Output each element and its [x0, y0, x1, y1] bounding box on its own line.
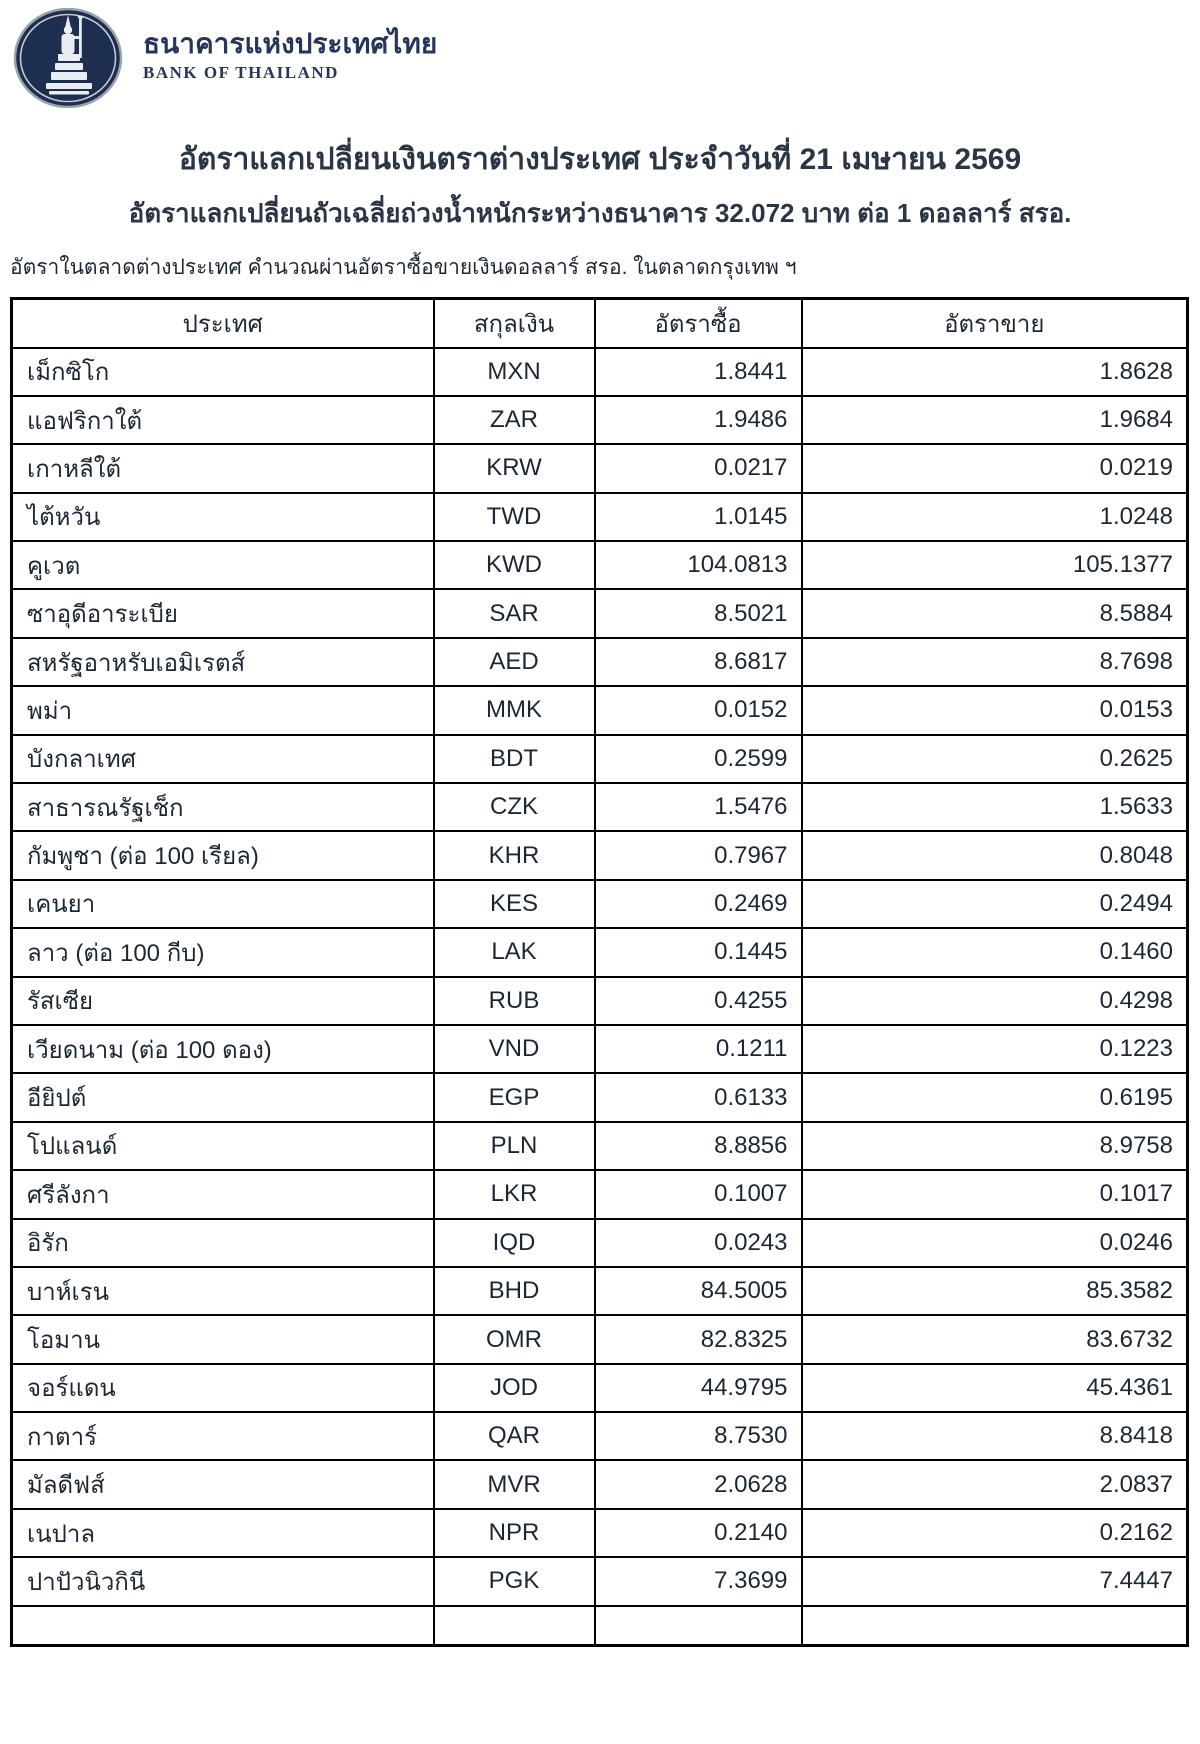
buy-rate-cell: 0.7967	[595, 831, 802, 879]
column-header-buy-rate: อัตราซื้อ	[595, 299, 802, 348]
sell-rate-cell: 0.0219	[802, 444, 1188, 492]
country-cell: ไต้หวัน	[12, 493, 434, 541]
country-cell: มัลดีฟส์	[12, 1460, 434, 1508]
column-header-country: ประเทศ	[12, 299, 434, 348]
currency-code-cell: MMK	[434, 686, 595, 734]
country-cell: เกาหลีใต้	[12, 444, 434, 492]
buy-rate-cell: 0.2599	[595, 735, 802, 783]
country-cell: พม่า	[12, 686, 434, 734]
sell-rate-cell: 0.0153	[802, 686, 1188, 734]
buy-rate-cell: 1.0145	[595, 493, 802, 541]
table-row	[12, 1460, 1188, 1508]
table-row	[12, 977, 1188, 1025]
currency-code-cell: TWD	[434, 493, 595, 541]
table-row	[12, 880, 1188, 928]
currency-code-cell: RUB	[434, 977, 595, 1025]
sell-rate-cell: 0.1460	[802, 928, 1188, 976]
market-note-line: อัตราในตลาดต่างประเทศ คำนวณผ่านอัตราซื้อขายเงินดอลลาร์ สรอ. ในตลาดกรุงเทพ ฯ	[10, 256, 797, 279]
table-row	[12, 348, 1188, 396]
currency-code-cell: AED	[434, 638, 595, 686]
country-cell: อียิปต์	[12, 1073, 434, 1121]
buy-rate-cell: 1.5476	[595, 783, 802, 831]
country-cell: แอฟริกาใต้	[12, 396, 434, 444]
table-row	[12, 638, 1188, 686]
country-cell: กัมพูชา (ต่อ 100 เรียล)	[12, 831, 434, 879]
country-cell: สาธารณรัฐเช็ก	[12, 783, 434, 831]
country-cell: ลาว (ต่อ 100 กีบ)	[12, 928, 434, 976]
country-cell: บาห์เรน	[12, 1267, 434, 1315]
sell-rate-cell: 2.0837	[802, 1460, 1188, 1508]
sell-rate-cell: 1.9684	[802, 396, 1188, 444]
buy-rate-cell: 1.9486	[595, 396, 802, 444]
sell-rate-cell: 8.5884	[802, 589, 1188, 637]
table-row	[12, 1557, 1188, 1605]
currency-code-cell: VND	[434, 1025, 595, 1073]
page-title: อัตราแลกเปลี่ยนเงินตราต่างประเทศ ประจำวันที่ 21 เมษายน 2569	[178, 143, 1022, 176]
currency-code-cell: SAR	[434, 589, 595, 637]
country-cell: กาตาร์	[12, 1412, 434, 1460]
sell-rate-cell: 83.6732	[802, 1315, 1188, 1363]
currency-code-cell: JOD	[434, 1364, 595, 1412]
sell-rate-cell: 0.2625	[802, 735, 1188, 783]
buy-rate-cell: 0.4255	[595, 977, 802, 1025]
currency-code-cell: ZAR	[434, 396, 595, 444]
sell-rate-cell: 0.6195	[802, 1073, 1188, 1121]
sell-rate-cell: 105.1377	[802, 541, 1188, 589]
sell-rate-cell: 1.8628	[802, 348, 1188, 396]
rates-table-body	[12, 348, 1188, 1646]
empty-cell	[434, 1606, 595, 1646]
sell-rate-cell: 0.0246	[802, 1219, 1188, 1267]
currency-code-cell: OMR	[434, 1315, 595, 1363]
buy-rate-cell: 0.2469	[595, 880, 802, 928]
sell-rate-cell: 45.4361	[802, 1364, 1188, 1412]
column-header-sell-rate: อัตราขาย	[802, 299, 1188, 348]
buy-rate-cell: 0.2140	[595, 1509, 802, 1557]
country-cell: เคนยา	[12, 880, 434, 928]
buy-rate-cell: 7.3699	[595, 1557, 802, 1605]
empty-cell	[802, 1606, 1188, 1646]
currency-code-cell: LAK	[434, 928, 595, 976]
weighted-average-rate-line: อัตราแลกเปลี่ยนถัวเฉลี่ยถ่วงน้ำหนักระหว่างธนาคาร 32.072 บาท ต่อ 1 ดอลลาร์ สรอ.	[128, 198, 1072, 228]
table-row	[12, 541, 1188, 589]
table-row	[12, 1122, 1188, 1170]
buy-rate-cell: 0.1445	[595, 928, 802, 976]
table-row	[12, 444, 1188, 492]
buy-rate-cell: 84.5005	[595, 1267, 802, 1315]
buy-rate-cell: 8.6817	[595, 638, 802, 686]
exchange-rate-table	[10, 297, 1189, 1647]
country-cell: ซาอุดีอาระเบีย	[12, 589, 434, 637]
table-row	[12, 1364, 1188, 1412]
country-cell: เวียดนาม (ต่อ 100 ดอง)	[12, 1025, 434, 1073]
country-cell: อิรัก	[12, 1219, 434, 1267]
table-header-row	[12, 299, 1188, 348]
country-cell: เนปาล	[12, 1509, 434, 1557]
buy-rate-cell: 0.0243	[595, 1219, 802, 1267]
currency-code-cell: KES	[434, 880, 595, 928]
table-row	[12, 1073, 1188, 1121]
buy-rate-cell: 2.0628	[595, 1460, 802, 1508]
buy-rate-cell: 0.1007	[595, 1170, 802, 1218]
country-cell: ปาปัวนิวกินี	[12, 1557, 434, 1605]
sell-rate-cell: 8.8418	[802, 1412, 1188, 1460]
buy-rate-cell: 8.5021	[595, 589, 802, 637]
sell-rate-cell: 8.7698	[802, 638, 1188, 686]
sell-rate-cell: 8.9758	[802, 1122, 1188, 1170]
currency-code-cell: CZK	[434, 783, 595, 831]
sell-rate-cell: 7.4447	[802, 1557, 1188, 1605]
currency-code-cell: BDT	[434, 735, 595, 783]
empty-cell	[12, 1606, 434, 1646]
buy-rate-cell: 8.8856	[595, 1122, 802, 1170]
table-row	[12, 831, 1188, 879]
table-row-clipped	[12, 1606, 1188, 1646]
currency-code-cell: NPR	[434, 1509, 595, 1557]
country-cell: โปแลนด์	[12, 1122, 434, 1170]
currency-code-cell: IQD	[434, 1219, 595, 1267]
table-row	[12, 735, 1188, 783]
table-row	[12, 928, 1188, 976]
currency-code-cell: MVR	[434, 1460, 595, 1508]
table-row	[12, 493, 1188, 541]
column-header-currency: สกุลเงิน	[434, 299, 595, 348]
org-name-thai: ธนาคารแห่งประเทศไทย	[143, 28, 438, 59]
buy-rate-cell: 82.8325	[595, 1315, 802, 1363]
currency-code-cell: PGK	[434, 1557, 595, 1605]
buy-rate-cell: 0.0217	[595, 444, 802, 492]
empty-cell	[595, 1606, 802, 1646]
currency-code-cell: QAR	[434, 1412, 595, 1460]
currency-code-cell: KRW	[434, 444, 595, 492]
table-row	[12, 396, 1188, 444]
country-cell: ศรีลังกา	[12, 1170, 434, 1218]
table-row	[12, 1315, 1188, 1363]
currency-code-cell: MXN	[434, 348, 595, 396]
sell-rate-cell: 0.1017	[802, 1170, 1188, 1218]
country-cell: จอร์แดน	[12, 1364, 434, 1412]
table-row	[12, 1170, 1188, 1218]
table-row	[12, 1509, 1188, 1557]
table-row	[12, 783, 1188, 831]
currency-code-cell: LKR	[434, 1170, 595, 1218]
brand-header	[0, 0, 1200, 104]
currency-code-cell: KHR	[434, 831, 595, 879]
sell-rate-cell: 0.1223	[802, 1025, 1188, 1073]
currency-code-cell: BHD	[434, 1267, 595, 1315]
currency-code-cell: PLN	[434, 1122, 595, 1170]
sell-rate-cell: 0.2494	[802, 880, 1188, 928]
buy-rate-cell: 104.0813	[595, 541, 802, 589]
currency-code-cell: KWD	[434, 541, 595, 589]
sell-rate-cell: 0.8048	[802, 831, 1188, 879]
table-row	[12, 1025, 1188, 1073]
buy-rate-cell: 44.9795	[595, 1364, 802, 1412]
country-cell: รัสเซีย	[12, 977, 434, 1025]
sell-rate-cell: 0.4298	[802, 977, 1188, 1025]
table-row	[12, 1219, 1188, 1267]
sell-rate-cell: 1.5633	[802, 783, 1188, 831]
table-row	[12, 686, 1188, 734]
org-name-english: BANK OF THAILAND	[143, 63, 339, 83]
country-cell: บังกลาเทศ	[12, 735, 434, 783]
buy-rate-cell: 0.6133	[595, 1073, 802, 1121]
sell-rate-cell: 85.3582	[802, 1267, 1188, 1315]
country-cell: สหรัฐอาหรับเอมิเรตส์	[12, 638, 434, 686]
currency-code-cell: EGP	[434, 1073, 595, 1121]
country-cell: โอมาน	[12, 1315, 434, 1363]
buy-rate-cell: 0.0152	[595, 686, 802, 734]
table-row	[12, 1267, 1188, 1315]
sell-rate-cell: 1.0248	[802, 493, 1188, 541]
country-cell: เม็กซิโก	[12, 348, 434, 396]
buy-rate-cell: 1.8441	[595, 348, 802, 396]
country-cell: คูเวต	[12, 541, 434, 589]
buy-rate-cell: 8.7530	[595, 1412, 802, 1460]
bank-of-thailand-logo-icon	[13, 8, 125, 108]
sell-rate-cell: 0.2162	[802, 1509, 1188, 1557]
table-row	[12, 1412, 1188, 1460]
buy-rate-cell: 0.1211	[595, 1025, 802, 1073]
table-row	[12, 589, 1188, 637]
brand-text	[143, 8, 437, 83]
